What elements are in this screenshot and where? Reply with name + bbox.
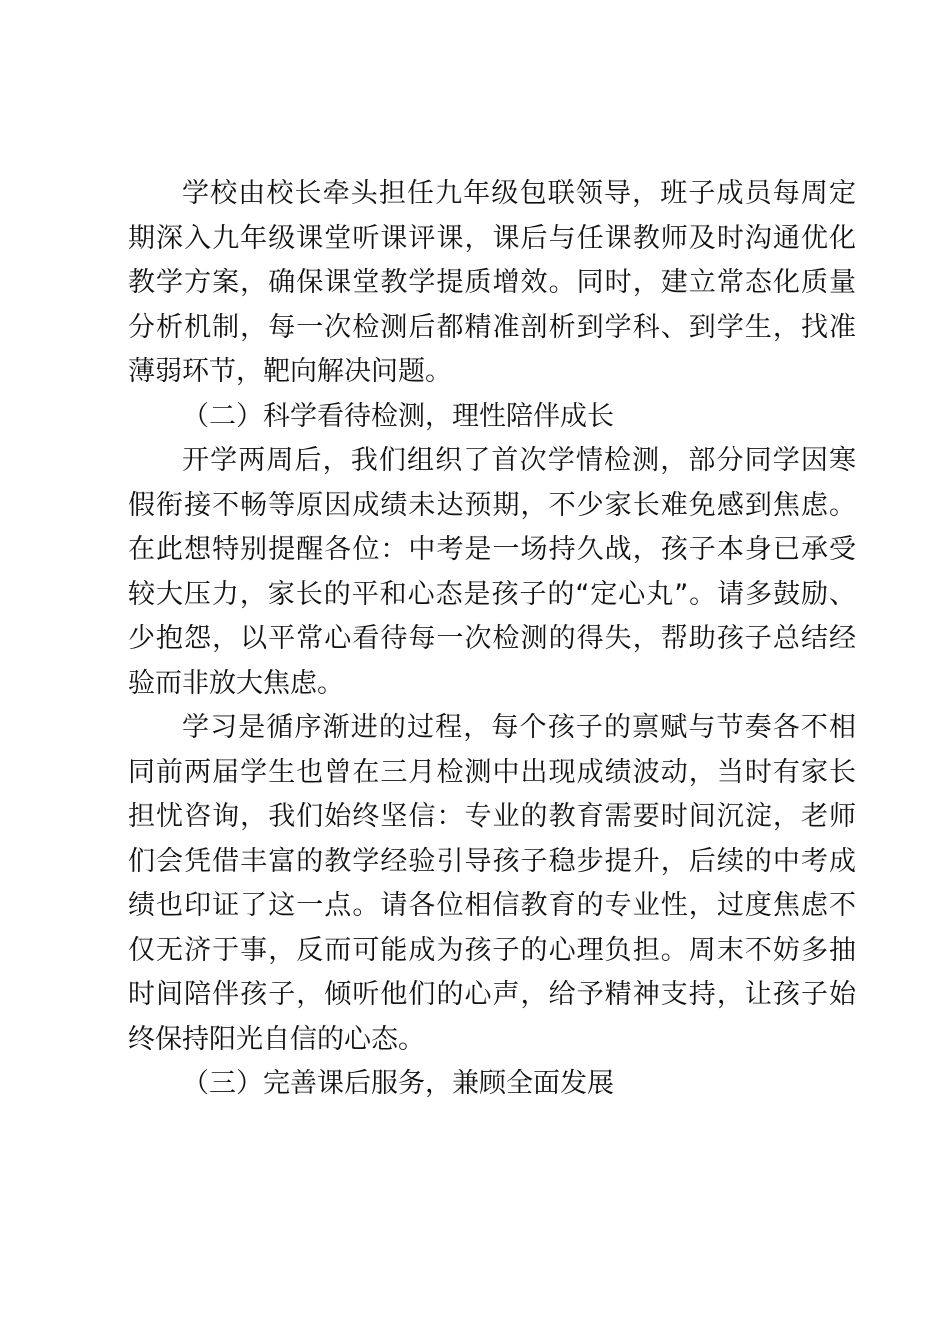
paragraph-exam-attitude: 开学两周后，我们组织了首次学情检测，部分同学因寒假衔接不畅等原因成绩未达预期，不少家长难免感到焦虑。在此想特别提醒各位：中考是一场持久战，孩子本身已承受较大压力，家长的平和心态是孩子的“定心丸”。请多鼓励、少抱怨，以平常心看待每一次检测的得失，帮助孩子总结经验而非放大焦虑。 [128,445,856,699]
paragraph-learning-process: 学习是循序渐进的过程，每个孩子的禀赋与节奏各不相同前两届学生也曾在三月检测中出现成绩波动，当时有家长担忧咨询，我们始终坚信：专业的教育需要时间沉淀，老师们会凭借丰富的教学经验引导孩子稳步提升，后续的中考成绩也印证了这一点。请各位相信教育的专业性，过度焦虑不仅无济于事，反而可能成为孩子的心理负担。周末不妨多抽时间陪伴孩子，倾听他们的心声，给予精神支持，让孩子始终保持阳光自信的心态。 [128,712,856,1055]
section-heading-three: （三）完善课后服务，兼顾全面发展 [182,1068,614,1099]
section-heading-two: （二）科学看待检测，理性陪伴成长 [182,400,614,432]
paragraph-leadership: 学校由校长牵头担任九年级包联领导，班子成员每周定期深入九年级课堂听课评课，课后与任课教师及时沟通优化教学方案，确保课堂教学提质增效。同时，建立常态化质量分析机制，每一次检测后都精准剖析到学科、到学生，找准薄弱环节，靶向解决问题。 [128,178,856,387]
document-body [128,172,856,1107]
